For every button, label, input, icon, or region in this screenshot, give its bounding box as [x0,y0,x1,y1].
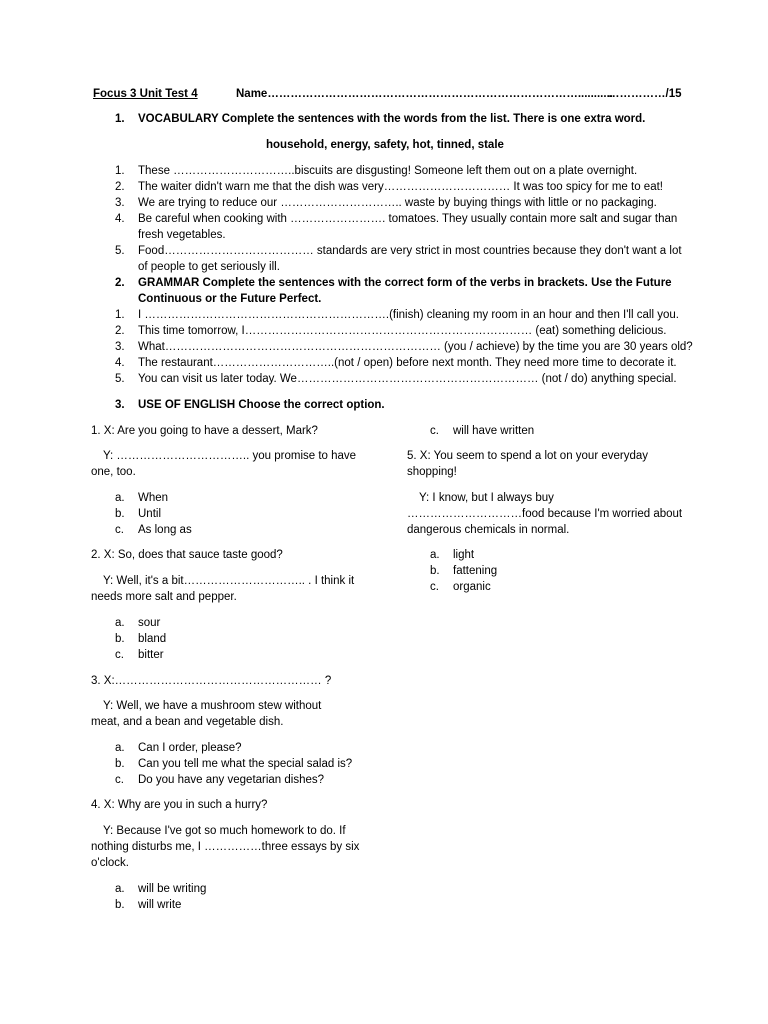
grammar-item-4: The restaurant…………………………..(not / open) before next month. They need more time to decorate it. [138,357,677,369]
option-letter: c. [430,581,439,593]
question-4-y-line1: Y: Because I've got so much homework to do. If [103,825,346,837]
option-text[interactable]: Until [138,508,162,520]
item-number: 3. [115,197,125,209]
question-4-y-line2: nothing disturbs me, I ……………three essays by six [91,841,360,853]
question-5-y-line3: dangerous chemicals in normal. [407,524,570,536]
item-number: 3. [115,341,125,353]
option-letter: b. [430,565,440,577]
vocab-item-3: We are trying to reduce our ………………………….. waste by buying things with little or no packaging. [138,197,657,209]
option-text[interactable]: When [138,492,169,504]
vocab-item-4-line1: Be careful when cooking with ……………………. tomatoes. They usually contain more salt and sugar than [138,213,678,225]
option-text[interactable]: Do you have any vegetarian dishes? [138,774,325,786]
option-letter: a. [115,492,125,504]
section2-number: 2. [115,277,125,289]
question-5-y-line1: Y: I know, but I always buy [419,492,554,504]
score-label: ……………/15 [608,88,682,100]
option-text[interactable]: will be writing [138,883,207,895]
item-number: 2. [115,325,125,337]
question-5-x-line2: shopping! [407,466,457,478]
question-2-x: 2. X: So, does that sauce taste good? [91,549,283,561]
item-number: 1. [115,309,125,321]
option-letter: a. [115,617,125,629]
grammar-item-5: You can visit us later today. We……………………………………………………… (not / do) anything special. [138,373,677,385]
vocab-item-4-line2: fresh vegetables. [138,229,226,241]
grammar-item-1: I ……………………………………………………….(finish) cleaning my room in an hour and then I'll call you. [138,309,679,321]
option-letter: b. [115,899,125,911]
question-2-y-line2: needs more salt and pepper. [91,591,237,603]
section2-heading-line2: Continuous or the Future Perfect. [138,293,322,305]
vocab-item-5-line1: Food………………………………… standards are very strict in most countries because they don't want a lot [138,245,682,257]
item-number: 4. [115,213,125,225]
option-letter: a. [115,883,125,895]
question-4-x: 4. X: Why are you in such a hurry? [91,799,268,811]
vocab-item-2: The waiter didn't warn me that the dish was very…………………………… It was too spicy for me to eat! [138,181,663,193]
option-text[interactable]: will write [138,899,182,911]
test-title: Focus 3 Unit Test 4 [93,88,198,100]
option-letter: c. [115,774,124,786]
option-letter: c. [115,649,124,661]
question-3-x: 3. X:……………………………………………… ? [91,675,332,687]
option-text[interactable]: sour [138,617,161,629]
option-text[interactable]: organic [453,581,491,593]
question-2-y-line1: Y: Well, it's a bit………………………….. . I think it [103,575,355,587]
grammar-item-2: This time tomorrow, I………………………………………………………………… (eat) something delicious. [138,325,667,337]
option-letter: c. [115,524,124,536]
section1-heading: VOCABULARY Complete the sentences with the words from the list. There is one extra word. [138,113,646,125]
question-5-y-line2: …………………………food because I'm worried about [407,508,683,520]
option-letter: a. [115,742,125,754]
question-3-y-line2: meat, and a bean and vegetable dish. [91,716,284,728]
option-text[interactable]: As long as [138,524,192,536]
word-list: household, energy, safety, hot, tinned, stale [266,139,504,151]
section3-heading: USE OF ENGLISH Choose the correct option. [138,399,385,411]
option-text[interactable]: light [453,549,475,561]
option-text[interactable]: bitter [138,649,164,661]
option-letter: c. [430,425,439,437]
question-1-y-line2: one, too. [91,466,136,478]
section1-number: 1. [115,113,125,125]
option-text[interactable]: fattening [453,565,498,577]
item-number: 5. [115,245,125,257]
option-text[interactable]: bland [138,633,167,645]
item-number: 1. [115,165,125,177]
item-number: 5. [115,373,125,385]
option-letter: b. [115,508,125,520]
item-number: 4. [115,357,125,369]
option-text[interactable]: Can you tell me what the special salad is? [138,758,353,770]
vocab-item-1: These …………………………..biscuits are disgusting! Someone left them out on a plate overnight. [138,165,638,177]
question-5-x-line1: 5. X: You seem to spend a lot on your everyday [407,450,649,462]
question-3-y-line1: Y: Well, we have a mushroom stew without [103,700,322,712]
item-number: 2. [115,181,125,193]
section3-number: 3. [115,399,125,411]
question-4-y-line3: o'clock. [91,857,129,869]
section2-heading-line1: GRAMMAR Complete the sentences with the correct form of the verbs in brackets. Use the Future [138,277,672,289]
option-text[interactable]: will have written [453,425,535,437]
name-field-label: Name………………………………………………………………………........... [236,88,613,100]
option-text[interactable]: Can I order, please? [138,742,242,754]
option-letter: b. [115,758,125,770]
option-letter: b. [115,633,125,645]
question-1-x: 1. X: Are you going to have a dessert, Mark? [91,425,318,437]
question-1-y-line1: Y: …………………………….. you promise to have [103,450,357,462]
vocab-item-5-line2: of people to get seriously ill. [138,261,280,273]
option-letter: a. [430,549,440,561]
grammar-item-3: What……………………………………………………………… (you / achieve) by the time you are 30 years old? [138,341,693,353]
